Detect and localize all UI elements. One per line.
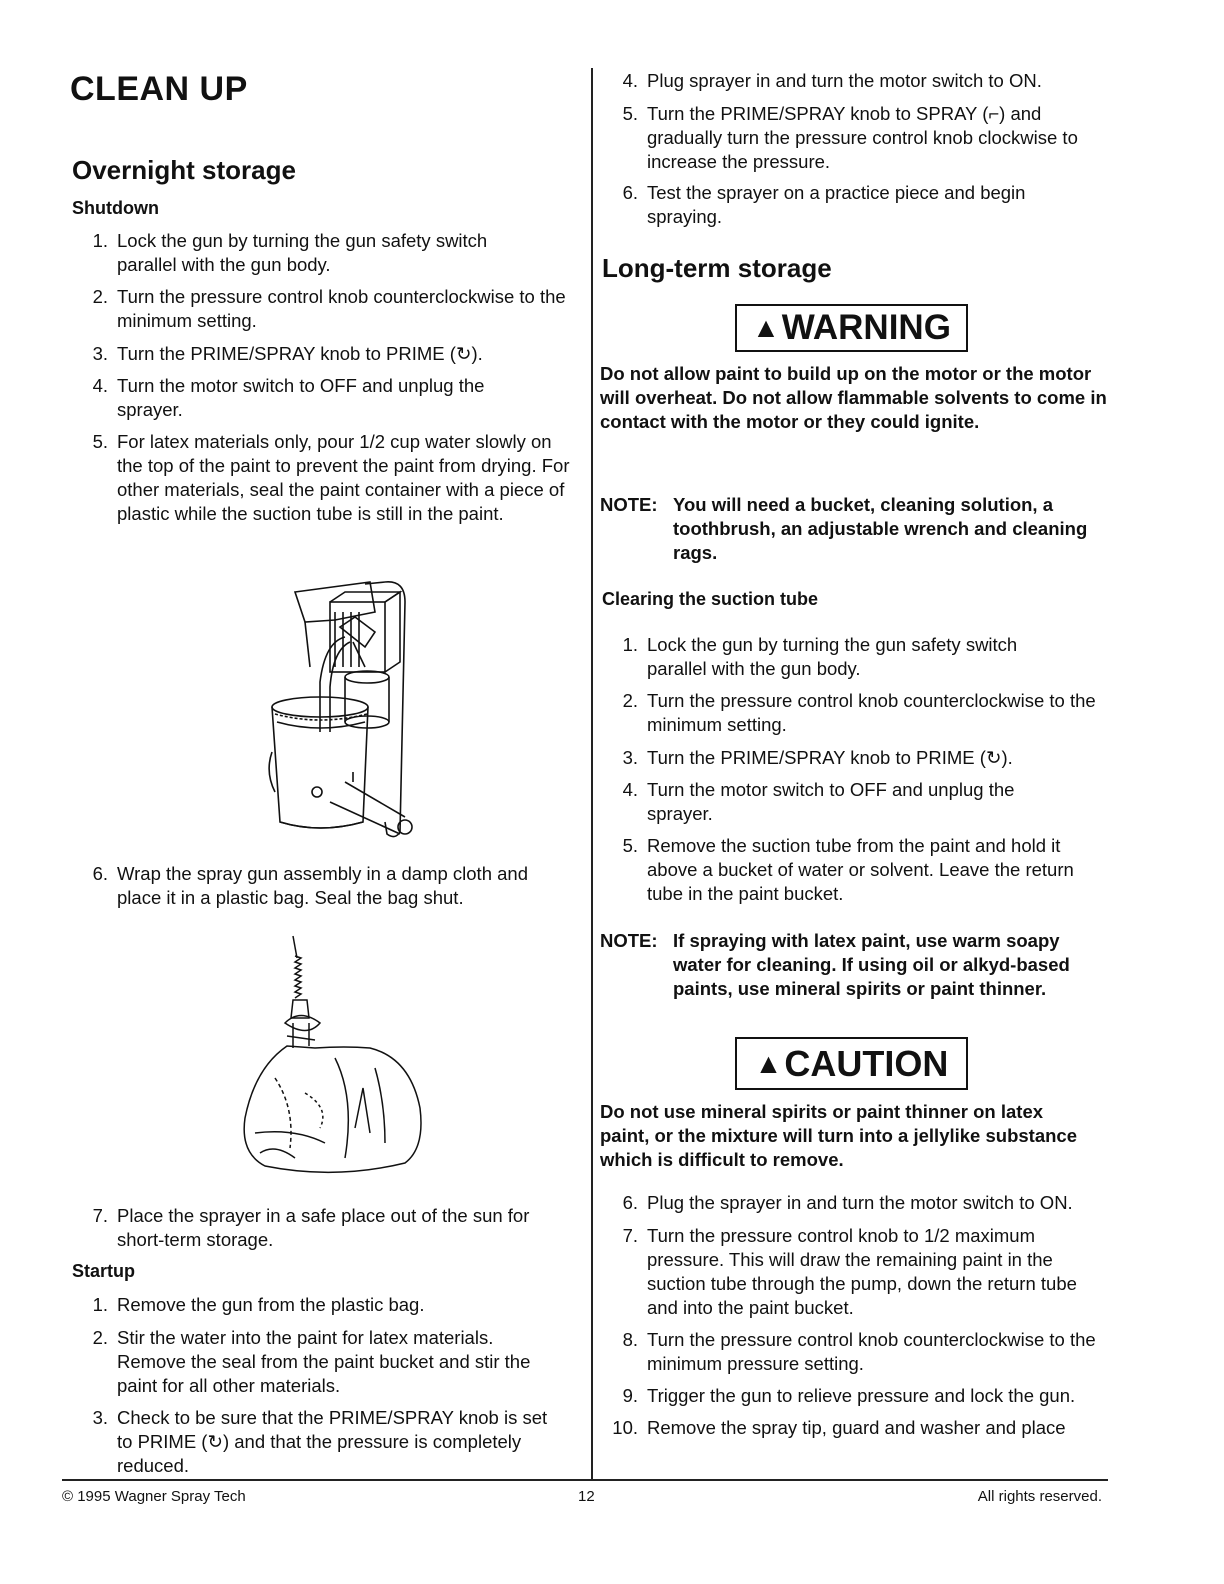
column-divider [591, 68, 593, 1480]
caution-triangle-icon: ▲ [754, 1047, 783, 1079]
item-text: Place the sprayer in a safe place out of the sun for short-term storage. [117, 1205, 530, 1250]
overnight-heading: Overnight storage [72, 155, 296, 185]
item-text: Stir the water into the paint for latex materials. Remove the seal from the paint bucket and stir the paint for all other materials. [117, 1327, 531, 1396]
item-number: 3. [92, 343, 108, 364]
item-text: Remove the suction tube from the paint and hold it above a bucket of water or solvent. Leave the return tube in the paint bucket. [647, 835, 1074, 904]
footer-rights: All rights reserved. [977, 1488, 1102, 1505]
sprayer-illustration [235, 572, 485, 842]
item-number: 4. [622, 779, 638, 800]
item-text: Remove the spray tip, guard and washer and place [647, 1417, 1066, 1438]
item-number: 5. [622, 835, 638, 856]
item-number: 3. [622, 747, 638, 768]
item-text: Turn the pressure control knob counterclockwise to the minimum pressure setting. [647, 1329, 1096, 1374]
item-number: 1. [92, 230, 108, 251]
item-text: Turn the PRIME/SPRAY knob to PRIME (↻). [117, 343, 483, 364]
item-number: 2. [92, 286, 108, 307]
item-number: 4. [622, 70, 638, 91]
warning-message: Do not allow paint to build up on the motor or the motor will overheat. Do not allow flammable solvents to come in contact with the motor or they could ignite. [600, 363, 1107, 432]
shutdown-heading: Shutdown [72, 198, 159, 218]
longterm-heading: Long-term storage [602, 253, 832, 283]
item-text: Remove the gun from the plastic bag. [117, 1294, 425, 1315]
item-number: 2. [622, 690, 638, 711]
item-text: Plug the sprayer in and turn the motor switch to ON. [647, 1192, 1073, 1213]
note-label: NOTE: [600, 494, 658, 515]
plastic-bag-illustration [235, 928, 435, 1178]
item-number: 1. [92, 1294, 108, 1315]
page-title: CLEAN UP [70, 70, 248, 108]
caution-text: CAUTION [784, 1042, 949, 1084]
item-number: 3. [92, 1407, 108, 1428]
warning-triangle-icon: ▲ [752, 312, 780, 343]
footer-copyright: © 1995 Wagner Spray Tech [62, 1488, 246, 1505]
item-text: Check to be sure that the PRIME/SPRAY knob is set to PRIME (↻) and that the pressure is completely reduced. [117, 1407, 548, 1476]
caution-label [735, 1037, 968, 1090]
item-text: Wrap the spray gun assembly in a damp cloth and place it in a plastic bag. Seal the bag shut. [117, 863, 528, 908]
item-text: Turn the pressure control knob counterclockwise to the minimum setting. [647, 690, 1096, 735]
note-text: You will need a bucket, cleaning solution, a toothbrush, an adjustable wrench and cleaning rags. [673, 494, 1088, 563]
item-text: Plug sprayer in and turn the motor switch to ON. [647, 70, 1042, 91]
item-text: Turn the PRIME/SPRAY knob to SPRAY (⌐) and gradually turn the pressure control knob clockwise to increase the pressure. [647, 103, 1078, 172]
caution-message: Do not use mineral spirits or paint thinner on latex paint, or the mixture will turn into a jellylike substance which is difficult to remove. [600, 1101, 1077, 1170]
item-text: Turn the pressure control knob to 1/2 maximum pressure. This will draw the remaining paint in the suction tube through the pump, down the return tube and into the paint bucket. [647, 1225, 1077, 1318]
item-text: Lock the gun by turning the gun safety switch parallel with the gun body. [647, 634, 1018, 679]
item-number: 9. [622, 1385, 638, 1406]
warning-text: WARNING [781, 308, 951, 347]
item-number: 10. [612, 1417, 638, 1438]
item-text: Test the sprayer on a practice piece and begin spraying. [647, 182, 1026, 227]
item-number: 6. [622, 182, 638, 203]
item-number: 6. [92, 863, 108, 884]
item-number: 2. [92, 1327, 108, 1348]
item-number: 7. [92, 1205, 108, 1226]
item-text: Turn the motor switch to OFF and unplug the sprayer. [647, 779, 1015, 824]
item-text: Turn the PRIME/SPRAY knob to PRIME (↻). [647, 747, 1013, 768]
startup-heading: Startup [72, 1261, 135, 1281]
clearing-heading: Clearing the suction tube [602, 589, 819, 609]
item-text: For latex materials only, pour 1/2 cup water slowly on the top of the paint to prevent the paint from drying. For other materials, seal the paint container with a piece of plastic while the suction tube is still in the paint. [117, 431, 570, 524]
item-text: Turn the motor switch to OFF and unplug the sprayer. [117, 375, 485, 420]
item-number: 6. [622, 1192, 638, 1213]
item-number: 7. [622, 1225, 638, 1246]
note-label: NOTE: [600, 930, 658, 951]
note-text: If spraying with latex paint, use warm soapy water for cleaning. If using oil or alkyd-based paints, use mineral spirits or paint thinner. [673, 930, 1070, 999]
item-number: 4. [92, 375, 108, 396]
item-number: 8. [622, 1329, 638, 1350]
item-number: 1. [622, 634, 638, 655]
item-text: Trigger the gun to relieve pressure and lock the gun. [647, 1385, 1076, 1406]
item-text: Turn the pressure control knob counterclockwise to the minimum setting. [117, 286, 566, 331]
footer-rule [62, 1479, 1108, 1481]
item-text: Lock the gun by turning the gun safety switch parallel with the gun body. [117, 230, 488, 275]
item-number: 5. [622, 103, 638, 124]
footer-page-number: 12 [578, 1488, 595, 1505]
warning-label [735, 304, 968, 352]
item-number: 5. [92, 431, 108, 452]
